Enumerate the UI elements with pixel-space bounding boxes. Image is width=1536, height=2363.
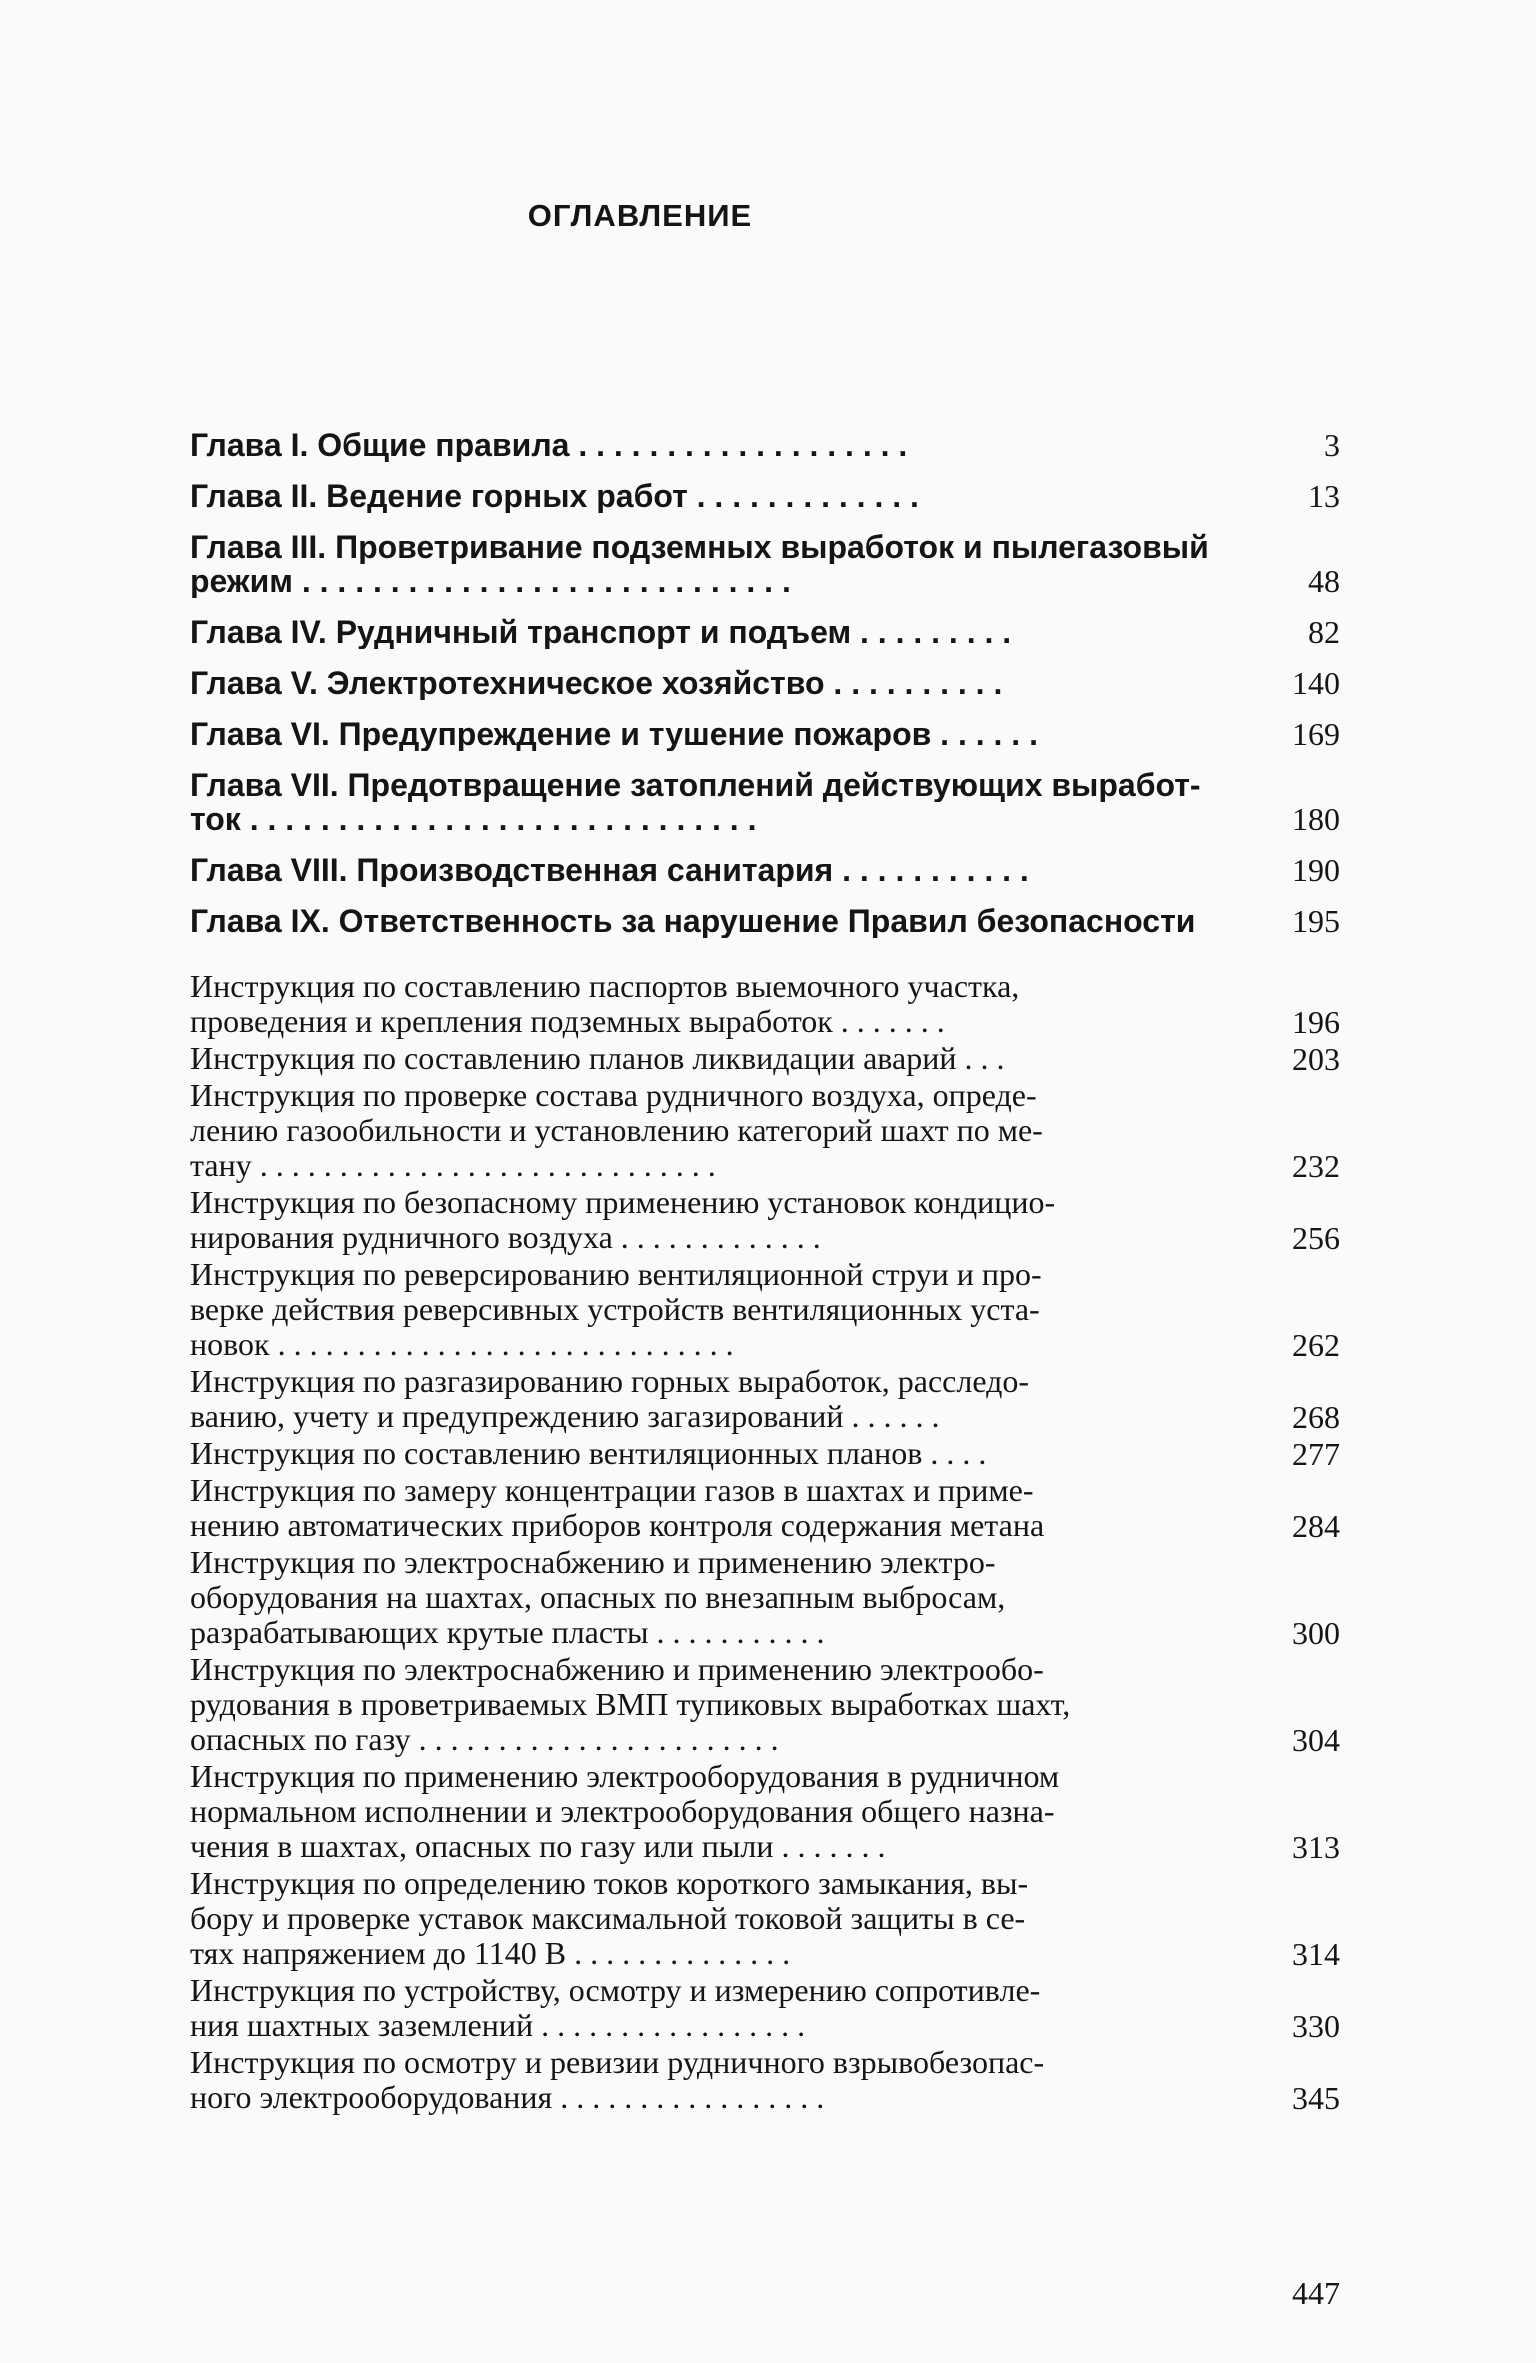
toc-chapter-entry-line: Глава VI. Предупреждение и тушение пожаров . . . . . . — [190, 717, 1038, 751]
toc-instruction-entry[interactable] — [190, 1185, 1340, 1255]
toc-instruction-entry-line: разрабатывающих крутые пласты . . . . . . . . . . . — [190, 1615, 825, 1650]
toc-instruction-entry-line: проведения и крепления подземных выработок . . . . . . . — [190, 1004, 945, 1039]
toc-instruction-entry-line: Инструкция по электроснабжению и применению электро- — [190, 1545, 996, 1580]
toc-instruction-entry-title — [190, 2045, 1230, 2115]
toc-chapter-entry-page: 3 — [1324, 427, 1340, 463]
toc-instruction-entry-title — [190, 1185, 1230, 1255]
toc-instruction-entry[interactable] — [190, 1759, 1340, 1864]
toc-instruction-entry-page: 256 — [1292, 1220, 1340, 1256]
toc-instruction-entry-line: Инструкция по электроснабжению и применению электрообо- — [190, 1652, 1044, 1687]
toc-instruction-entry-page: 203 — [1292, 1041, 1340, 1077]
toc-instruction-entry-page: 232 — [1292, 1148, 1340, 1184]
toc-chapter-entry-page: 13 — [1308, 478, 1340, 514]
toc-chapter-entry-line: Глава IX. Ответственность за нарушение Правил безопасности — [190, 904, 1196, 938]
table-of-contents — [190, 428, 1340, 2117]
toc-chapter-entry[interactable] — [190, 615, 1340, 649]
toc-chapter-entry-page: 48 — [1308, 563, 1340, 599]
toc-instruction-entry-title — [190, 1973, 1230, 2043]
toc-instruction-entry-title — [190, 1041, 1230, 1076]
toc-instruction-entry-line: Инструкция по безопасному применению установок кондицио- — [190, 1185, 1056, 1220]
toc-chapter-entry-page: 195 — [1292, 903, 1340, 939]
toc-chapter-entry[interactable] — [190, 428, 1340, 462]
toc-instruction-entry-title — [190, 1436, 1230, 1471]
toc-chapter-entry-line: Глава VII. Предотвращение затоплений действующих выработ- — [190, 768, 1201, 802]
toc-instruction-entry[interactable] — [190, 969, 1340, 1039]
toc-instruction-entry-page: 314 — [1292, 1936, 1340, 1972]
toc-chapter-entry[interactable] — [190, 904, 1340, 938]
toc-instruction-entry-page: 196 — [1292, 1004, 1340, 1040]
toc-instruction-entry-page: 300 — [1292, 1615, 1340, 1651]
toc-instruction-entry-line: Инструкция по разгазированию горных выработок, расследо- — [190, 1364, 1030, 1399]
section-gap — [190, 955, 1340, 969]
toc-chapter-entry-title — [190, 666, 1230, 700]
toc-chapter-entry-title — [190, 768, 1230, 836]
toc-chapter-entry-title — [190, 615, 1230, 649]
toc-instruction-entry-page: 262 — [1292, 1327, 1340, 1363]
toc-chapter-entry[interactable] — [190, 717, 1340, 751]
toc-instruction-entry-line: ного электрооборудования . . . . . . . . . . . . . . . . . — [190, 2080, 825, 2115]
toc-chapter-entry-page: 180 — [1292, 801, 1340, 837]
toc-chapter-entry-page: 169 — [1292, 716, 1340, 752]
toc-instruction-entry-line: Инструкция по применению электрооборудования в рудничном — [190, 1759, 1060, 1794]
toc-instruction-entry-line: лению газообильности и установлению категорий шахт по ме- — [190, 1113, 1043, 1148]
toc-instruction-entry-line: нормальном исполнении и электрооборудования общего назна- — [190, 1794, 1055, 1829]
toc-instruction-entry-title — [190, 1473, 1230, 1543]
toc-instruction-entry-line: Инструкция по составлению паспортов выемочного участка, — [190, 969, 1020, 1004]
toc-chapter-entry[interactable] — [190, 666, 1340, 700]
toc-chapter-entry[interactable] — [190, 530, 1340, 598]
toc-chapter-entry-title — [190, 530, 1230, 598]
toc-instruction-entry-page: 304 — [1292, 1722, 1340, 1758]
toc-chapter-entry-title — [190, 853, 1230, 887]
toc-instruction-entry[interactable] — [190, 1436, 1340, 1471]
toc-instruction-entry[interactable] — [190, 2045, 1340, 2115]
toc-instruction-entry-line: Инструкция по составлению вентиляционных планов . . . . — [190, 1436, 987, 1471]
toc-instruction-entry-line: Инструкция по осмотру и ревизии рудничного взрывобезопас- — [190, 2045, 1045, 2080]
toc-instruction-entry-title — [190, 1078, 1230, 1183]
toc-instruction-entry[interactable] — [190, 1652, 1340, 1757]
page-title: ОГЛАВЛЕНИЕ — [527, 198, 753, 233]
toc-chapter-entry[interactable] — [190, 853, 1340, 887]
toc-instruction-entry[interactable] — [190, 1364, 1340, 1434]
toc-instruction-entry[interactable] — [190, 1041, 1340, 1076]
toc-instruction-entry-title — [190, 1866, 1230, 1971]
toc-chapter-entry-line: режим . . . . . . . . . . . . . . . . . . . . . . . . . . . . — [190, 564, 791, 598]
toc-instruction-entry-page: 313 — [1292, 1829, 1340, 1865]
toc-instruction-entry-line: Инструкция по устройству, осмотру и измерению сопротивле- — [190, 1973, 1041, 2008]
toc-instruction-entry-line: тану . . . . . . . . . . . . . . . . . . . . . . . . . . . . . — [190, 1148, 716, 1183]
toc-instruction-entry-line: тях напряжением до 1140 В . . . . . . . . . . . . . . — [190, 1936, 791, 1971]
toc-instruction-entry-line: Инструкция по составлению планов ликвидации аварий . . . — [190, 1041, 1005, 1076]
toc-instruction-entry-line: оборудования на шахтах, опасных по внезапным выбросам, — [190, 1580, 1006, 1615]
toc-instruction-entry-line: опасных по газу . . . . . . . . . . . . . . . . . . . . . . . — [190, 1722, 779, 1757]
chapter-list — [190, 428, 1340, 938]
toc-chapter-entry-line: Глава V. Электротехническое хозяйство . . . . . . . . . . — [190, 666, 1003, 700]
toc-chapter-entry-title — [190, 428, 1230, 462]
toc-instruction-entry-line: Инструкция по замеру концентрации газов в шахтах и приме- — [190, 1473, 1034, 1508]
toc-chapter-entry-page: 140 — [1292, 665, 1340, 701]
toc-instruction-entry-line: Инструкция по определению токов короткого замыкания, вы- — [190, 1866, 1029, 1901]
toc-instruction-entry-title — [190, 1759, 1230, 1864]
toc-instruction-entry[interactable] — [190, 1545, 1340, 1650]
toc-instruction-entry-line: нирования рудничного воздуха . . . . . . . . . . . . . — [190, 1220, 821, 1255]
toc-instruction-entry-line: бору и проверке уставок максимальной токовой защиты в се- — [190, 1901, 1026, 1936]
toc-instruction-entry-line: рудования в проветриваемых ВМП тупиковых выработках шахт, — [190, 1687, 1071, 1722]
toc-instruction-entry-title — [190, 1257, 1230, 1362]
toc-chapter-entry-line: Глава I. Общие правила . . . . . . . . . . . . . . . . . . . — [190, 428, 908, 462]
toc-instruction-entry-title — [190, 969, 1230, 1039]
toc-instruction-entry-line: ния шахтных заземлений . . . . . . . . . . . . . . . . . — [190, 2008, 806, 2043]
toc-instruction-entry-page: 345 — [1292, 2080, 1340, 2116]
toc-chapter-entry[interactable] — [190, 479, 1340, 513]
instruction-list — [190, 969, 1340, 2115]
toc-instruction-entry-line: Инструкция по проверке состава рудничного воздуха, опреде- — [190, 1078, 1037, 1113]
toc-instruction-entry-page: 277 — [1292, 1436, 1340, 1472]
toc-instruction-entry-title — [190, 1652, 1230, 1757]
toc-chapter-entry-line: Глава III. Проветривание подземных выработок и пылегазовый — [190, 530, 1209, 564]
toc-chapter-entry-page: 82 — [1308, 614, 1340, 650]
toc-instruction-entry[interactable] — [190, 1473, 1340, 1543]
toc-instruction-entry-line: нению автоматических приборов контроля содержания метана — [190, 1508, 1045, 1543]
toc-chapter-entry-line: Глава II. Ведение горных работ . . . . . . . . . . . . . — [190, 479, 919, 513]
toc-instruction-entry-line: новок . . . . . . . . . . . . . . . . . . . . . . . . . . . . . — [190, 1327, 734, 1362]
toc-chapter-entry-line: Глава VIII. Производственная санитария . . . . . . . . . . . — [190, 853, 1029, 887]
toc-instruction-entry-line: ванию, учету и предупреждению загазирований . . . . . . — [190, 1399, 940, 1434]
toc-instruction-entry-page: 330 — [1292, 2008, 1340, 2044]
toc-chapter-entry-title — [190, 904, 1230, 938]
toc-instruction-entry-page: 284 — [1292, 1508, 1340, 1544]
toc-instruction-entry[interactable] — [190, 1078, 1340, 1183]
toc-chapter-entry-title — [190, 717, 1230, 751]
toc-instruction-entry[interactable] — [190, 1973, 1340, 2043]
toc-instruction-entry-title — [190, 1364, 1230, 1434]
toc-instruction-entry-line: верке действия реверсивных устройств вентиляционных уста- — [190, 1292, 1040, 1327]
toc-instruction-entry-line: чения в шахтах, опасных по газу или пыли . . . . . . . — [190, 1829, 886, 1864]
toc-instruction-entry-title — [190, 1545, 1230, 1650]
toc-chapter-entry-line: Глава IV. Рудничный транспорт и подъем . . . . . . . . . — [190, 615, 1012, 649]
toc-chapter-entry-line: ток . . . . . . . . . . . . . . . . . . . . . . . . . . . . . — [190, 802, 757, 836]
toc-chapter-entry[interactable] — [190, 768, 1340, 836]
toc-instruction-entry[interactable] — [190, 1257, 1340, 1362]
toc-instruction-entry-line: Инструкция по реверсированию вентиляционной струи и про- — [190, 1257, 1042, 1292]
toc-instruction-entry-page: 268 — [1292, 1399, 1340, 1435]
page-number: 447 — [1292, 2275, 1340, 2311]
toc-chapter-entry-title — [190, 479, 1230, 513]
toc-chapter-entry-page: 190 — [1292, 852, 1340, 888]
toc-instruction-entry[interactable] — [190, 1866, 1340, 1971]
